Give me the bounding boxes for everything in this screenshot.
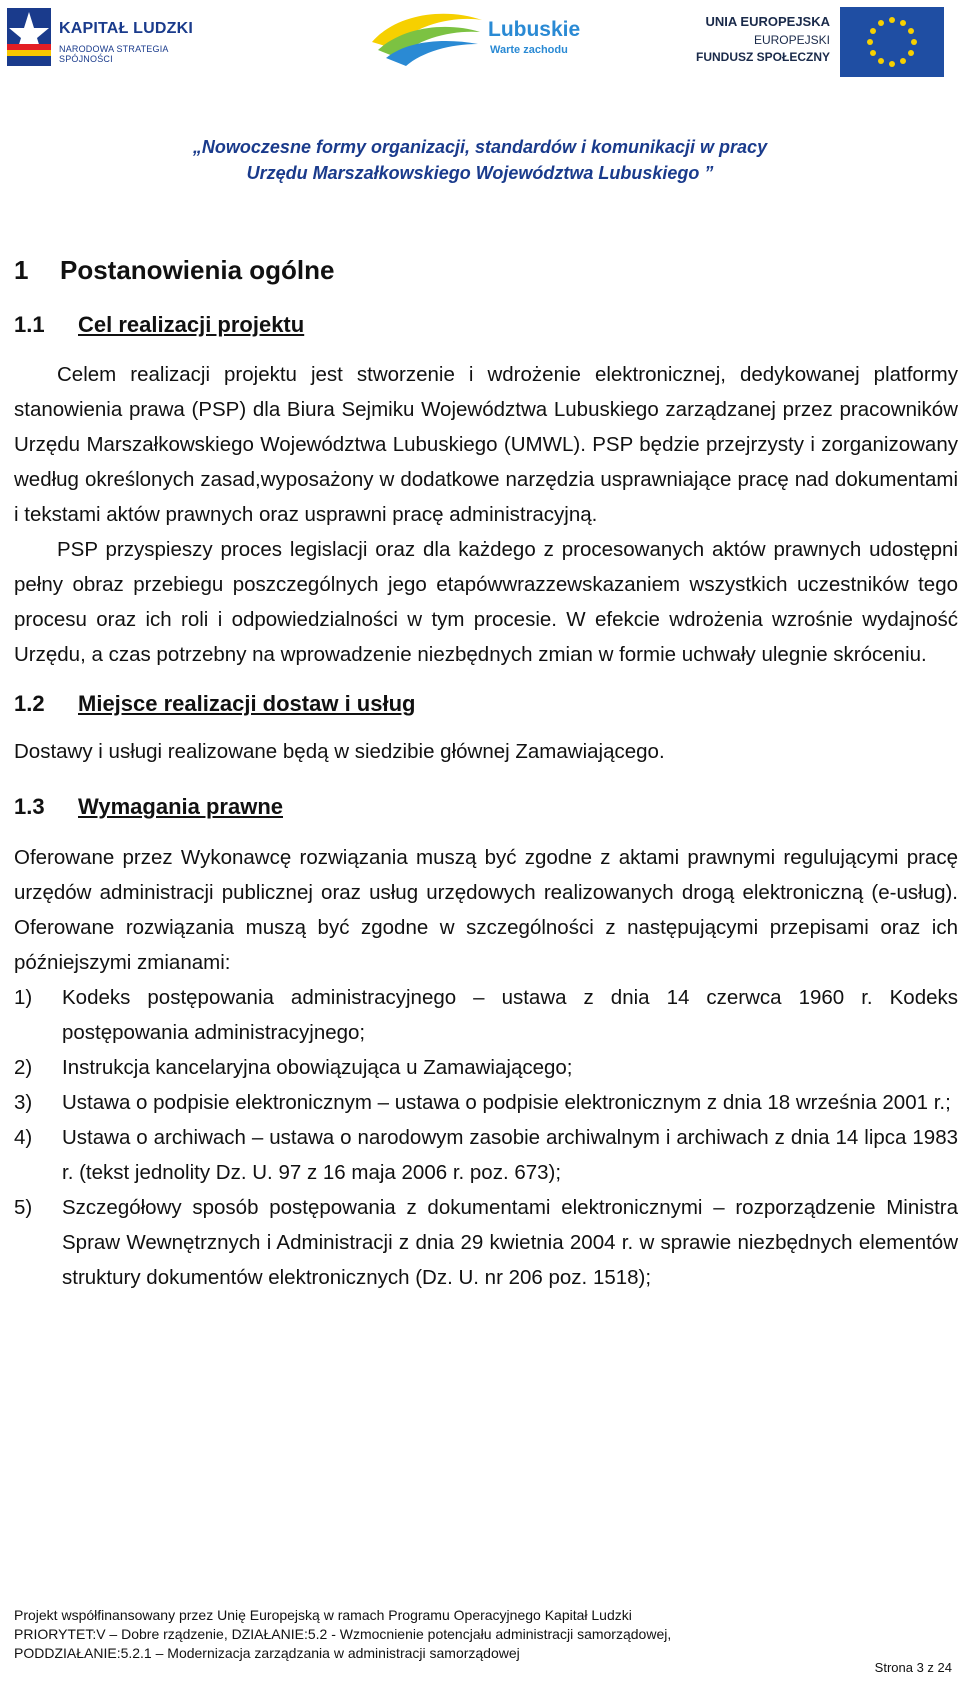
document-body xyxy=(14,250,958,1295)
ue-line3: FUNDUSZ SPOŁECZNY xyxy=(695,50,830,64)
section-number: 1 xyxy=(14,255,29,285)
lubuskie-name: Lubuskie xyxy=(488,18,581,41)
header-logos xyxy=(0,0,960,80)
list-item xyxy=(14,1085,958,1120)
section-number: 1.2 xyxy=(14,691,45,716)
paragraph: Dostawy i usługi realizowane będą w siedzibie głównej Zamawiającego. xyxy=(14,740,665,763)
ue-line1: UNIA EUROPEJSKA xyxy=(705,14,830,29)
kapital-ludzki-logo xyxy=(5,4,220,74)
section-1-heading xyxy=(14,250,958,290)
paragraph: PSP przyspieszy proces legislacji oraz dla każdego z procesowanych aktów prawnych udostępni pełny obraz przebiegu poszczególnych jego etapówwrazzewskazaniem wszystkich uczestników tego procesu oraz ich roli i odpowiedzialności w tym procesie. W efekcie wdrożenia wzrośnie wydajność Urzędu, a czas potrzebny na wprowadzenie niezbędnych zmian w formie uchwały ulegnie skróceniu. xyxy=(14,538,958,666)
list-item-number: 1) xyxy=(14,986,33,1009)
list-item xyxy=(14,980,958,1050)
page-footer xyxy=(14,1606,954,1663)
list-item xyxy=(14,1190,958,1295)
paragraph: Celem realizacji projektu jest stworzenie i wdrożenie elektronicznej, dedykowanej platformy stanowienia prawa (PSP) dla Biura Sejmiku Województwa Lubuskiego zarządzanej przez pracowników Urzędu Marszałkowskiego Województwa Lubuskiego (UMWL). PSP będzie przejrzysty i zorganizowany według określonych zasad,wyposażony w dodatkowe narzędzia usprawniające pracę nad dokumentami i tekstami aktów prawnych oraz usprawni pracę administracyjną. xyxy=(14,363,958,526)
section-title: Cel realizacji projektu xyxy=(78,312,305,337)
section-1-2-heading xyxy=(14,689,958,719)
list-item xyxy=(14,1120,958,1190)
document-title-line1: „Nowoczesne formy organizacji, standardów i komunikacji w pracy xyxy=(192,137,768,157)
ue-logo xyxy=(690,4,960,76)
list-item-number: 2) xyxy=(14,1056,33,1079)
list-item-text: Ustawa o podpisie elektronicznym – ustawa o podpisie elektronicznym z dnia 18 września 2001 r.; xyxy=(62,1091,951,1114)
list-item-number: 3) xyxy=(14,1091,33,1114)
list-item-text: Kodeks postępowania administracyjnego – ustawa z dnia 14 czerwca 1960 r. Kodeks postępowania administracyjnego; xyxy=(62,986,958,1044)
page-number: Strona 3 z 24 xyxy=(874,1660,952,1675)
kapital-ludzki-name: KAPITAŁ LUDZKI xyxy=(59,20,194,37)
section-1-1-heading xyxy=(14,310,958,340)
footer-line2: PRIORYTET:V – Dobre rządzenie, DZIAŁANIE:5.2 - Wzmocnienie potencjału administracji samorządowej, xyxy=(14,1626,672,1642)
kapital-ludzki-sub: NARODOWA STRATEGIA SPÓJNOŚCI xyxy=(59,44,169,64)
list-item-text: Instrukcja kancelaryjna obowiązująca u Zamawiającego; xyxy=(62,1056,573,1079)
list-item-number: 4) xyxy=(14,1126,33,1149)
section-title: Wymagania prawne xyxy=(78,794,283,819)
section-number: 1.1 xyxy=(14,312,45,337)
section-number: 1.3 xyxy=(14,794,45,819)
kapital-ludzki-emblem-icon xyxy=(5,4,53,70)
section-title: Postanowienia ogólne xyxy=(60,255,335,285)
list-item xyxy=(14,1050,958,1085)
lubuskie-sub: Warte zachodu xyxy=(490,44,568,56)
lubuskie-swoosh-icon xyxy=(368,6,486,70)
document-title-line2: Urzędu Marszałkowskiego Województwa Lubuskiego ” xyxy=(246,163,714,183)
legal-acts-list xyxy=(14,980,958,1295)
eu-flag-icon xyxy=(840,7,944,77)
list-item-text: Ustawa o archiwach – ustawa o narodowym zasobie archiwalnym i archiwach z dnia 14 lipca 1983 r. (tekst jednolity Dz. U. 97 z 16 maja 2006 r. poz. 673); xyxy=(62,1126,958,1184)
lubuskie-logo xyxy=(368,6,588,74)
paragraph: Oferowane przez Wykonawcę rozwiązania muszą być zgodne z aktami prawnymi regulującymi pracę urzędów administracji publicznej oraz usług urzędowych realizowanych drogą elektroniczną (e-usług). Oferowane rozwiązania muszą być zgodne w szczególności z następującymi przepisami oraz ich późniejszymi zmianami: xyxy=(14,846,958,974)
footer-line1: Projekt współfinansowany przez Unię Europejską w ramach Programu Operacyjnego Kapitał Ludzki xyxy=(14,1607,632,1623)
section-title: Miejsce realizacji dostaw i usług xyxy=(78,691,416,716)
list-item-text: Szczegółowy sposób postępowania z dokumentami elektronicznymi – rozporządzenie Ministra Spraw Wewnętrznych i Administracji z dnia 29 kwietnia 2004 r. w sprawie niezbędnych elementów struktury dokumentów elektronicznych (Dz. U. nr 206 poz. 1518); xyxy=(62,1196,958,1289)
list-item-number: 5) xyxy=(14,1196,33,1219)
footer-line3: PODDZIAŁANIE:5.2.1 – Modernizacja zarządzania w administracji samorządowej xyxy=(14,1645,520,1661)
ue-line2: EUROPEJSKI xyxy=(753,33,830,47)
section-1-3-heading xyxy=(14,792,958,822)
document-title xyxy=(0,134,960,186)
